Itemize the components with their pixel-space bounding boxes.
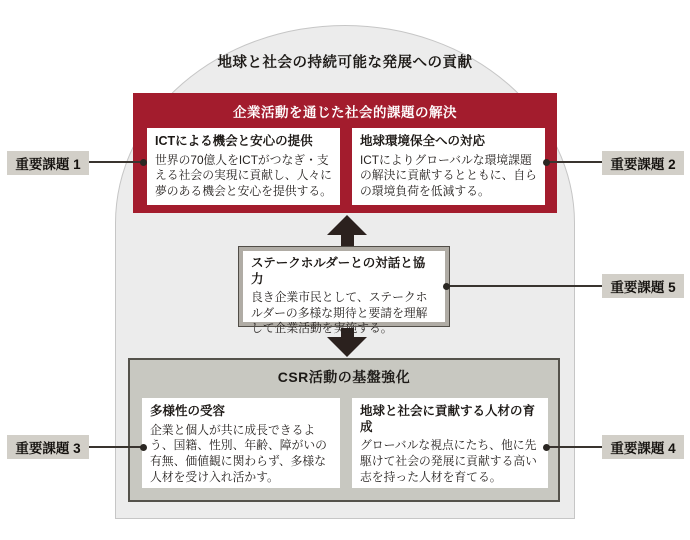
box-body: グローバルな視点にたち、他に先駆けて社会の発展に貢献する高い志を持った人材を育てる。 <box>360 438 537 484</box>
issue-label-2: 重要課題 2 <box>602 151 684 175</box>
connector-line <box>88 161 144 163</box>
box-title: ICTによる機会と安心の提供 <box>155 134 313 148</box>
issue-label-5: 重要課題 5 <box>602 274 684 298</box>
up-arrow-icon <box>327 215 367 249</box>
box-body: ICTによりグローバルな環境課題の解決に貢献するとともに、自らの環境負荷を低減する。 <box>360 152 537 199</box>
social-issues-title: 企業活動を通じた社会的課題の解決 <box>233 105 457 120</box>
box-title: 地球環境保全への対応 <box>360 134 486 148</box>
connector-line <box>545 161 603 163</box>
diversity-box <box>142 398 340 488</box>
connector-dot <box>443 283 450 290</box>
connector-line <box>446 285 603 287</box>
box-body: 世界の70億人をICTがつなぎ・支える社会の実現に貢献し、人々に夢のある機会と安心を提供する。 <box>155 152 332 199</box>
connector-dot <box>140 159 147 166</box>
box-body: 企業と個人が共に成長できるよう、国籍、性別、年齢、障がいの有無、価値観に関わらず、多様な人材を受け入れ活かす。 <box>150 422 327 485</box>
connector-line <box>546 446 603 448</box>
connector-line <box>88 446 144 448</box>
talent-box <box>352 398 548 488</box>
box-title: 多様性の受容 <box>150 404 226 418</box>
connector-dot <box>543 444 550 451</box>
environment-box <box>352 128 545 205</box>
csr-foundation-title: CSR活動の基盤強化 <box>277 369 411 385</box>
issue-label-4: 重要課題 4 <box>602 435 684 459</box>
connector-dot <box>140 444 147 451</box>
box-title: ステークホルダーとの対話と協力 <box>251 256 426 286</box>
box-body: 良き企業市民として、ステークホルダーの多様な期待と要請を理解して企業活動を実施する。 <box>251 290 428 336</box>
stakeholder-box <box>239 247 449 336</box>
issue-label-3: 重要課題 3 <box>7 435 89 459</box>
connector-dot <box>543 159 550 166</box>
box-title: 地球と社会に貢献する人材の育成 <box>360 404 536 434</box>
arrowhead-up <box>327 215 367 235</box>
ict-opportunity-box <box>147 128 340 205</box>
arrowhead-down <box>327 337 367 357</box>
issue-label-1: 重要課題 1 <box>7 151 89 175</box>
dome-title: 地球と社会の持続可能な発展への貢献 <box>217 55 473 71</box>
